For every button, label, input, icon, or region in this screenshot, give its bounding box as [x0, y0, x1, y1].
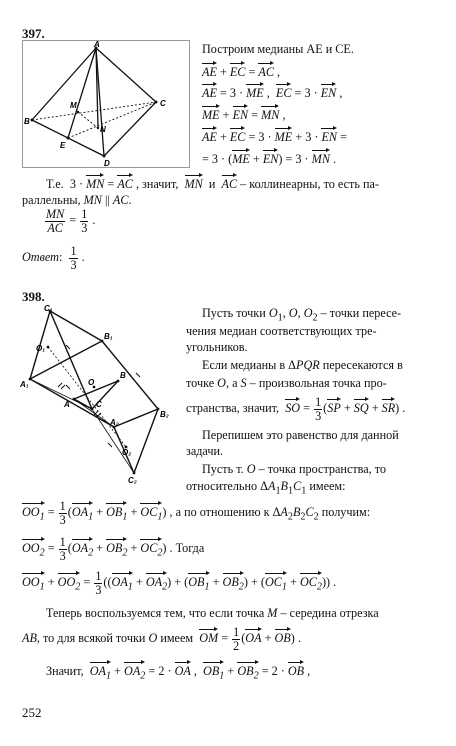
- p4-line-1: Пусть т. O – точка пространства, то: [202, 462, 387, 476]
- equation-2: AE = 3 · ME , EC = 3 · EN ,: [202, 82, 342, 100]
- label-B: B: [120, 371, 126, 380]
- problem-number-398: 398.: [22, 289, 45, 304]
- label-N: N: [100, 125, 106, 134]
- p1-line-1: Пусть точки $O_1$, O, $O_2$ – точки пересе-: [202, 306, 402, 324]
- label-O2: O₂: [122, 448, 132, 457]
- label-C: C: [96, 400, 102, 409]
- answer-397: Ответ: $\frac{1}{3}$ .: [22, 244, 85, 272]
- p1-line-3: угольников.: [186, 340, 248, 354]
- problem-number-397: 397.: [22, 26, 45, 41]
- p5-line-1: Теперь воспользуемся тем, что если точка M – середина отрезка: [46, 606, 379, 620]
- conclusion-line-2: раллельны, MN || AC.: [22, 193, 132, 207]
- text-build-medians: Построим медианы AE и CE.: [202, 42, 354, 56]
- formula-3: $OO_1 + OO_2$ = $\frac{1}{3}$ $((OA_1 + OA_2) + (OB_1 + OB_2) + (OC_1 + OC_2))$ .: [22, 569, 337, 597]
- label-C1: C₁: [44, 304, 53, 313]
- p2-line-1: Если медианы в ΔPQR пересекаются в: [202, 358, 403, 372]
- p1-line-2: чения медиан соответствующих тре-: [186, 324, 377, 338]
- p2-line-3: странства, значит, SO = $\frac{1}{3}$ (SP + SQ + SR) .: [186, 395, 406, 423]
- label-E: E: [60, 141, 66, 150]
- label-A: A: [94, 40, 100, 49]
- label-A: A: [64, 400, 70, 409]
- formula-1: $OO_1$ = $\frac{1}{3}$ $(OA_1 + OB_1 + OC_1)$ , а по отношению к $\Delta A_2B_2C_2$ получим:: [22, 499, 371, 527]
- label-C: C: [160, 99, 166, 108]
- p2-line-2: точке O, а S – произвольная точка про-: [186, 376, 387, 390]
- figure-398-triangles: [18, 303, 178, 488]
- equation-5: = 3 · (ME + EN) = 3 · MN .: [202, 148, 336, 166]
- label-O: O: [88, 378, 95, 387]
- p4-line-2: относительно $\Delta A_1B_1C_1$ имеем:: [186, 479, 346, 497]
- ratio-result: $\frac{MN}{AC}$ = $\frac{1}{3}$ .: [46, 207, 96, 235]
- label-A1: A₁: [20, 380, 29, 389]
- p6-line: Значит, $OA_1 + OA_2 = 2$ · OA , $OB_1 + OB_2 = 2$ · OB ,: [46, 660, 310, 682]
- label-A2: A₂: [110, 418, 119, 427]
- p3-line-1: Перепишем это равенство для данной: [202, 428, 399, 442]
- equation-1: AE + EC = AC ,: [202, 61, 280, 79]
- p3-line-2: задачи.: [186, 444, 224, 458]
- equation-4: AE + EC = 3 · ME + 3 · EN =: [202, 126, 347, 144]
- equation-3: ME + EN = MN ,: [202, 104, 286, 122]
- label-B2: B₂: [160, 410, 169, 419]
- label-B1: B₁: [104, 332, 113, 341]
- figure-397-tetrahedron: [22, 40, 190, 168]
- label-C2: C₂: [128, 476, 137, 485]
- formula-2: $OO_2$ = $\frac{1}{3}$ $(OA_2 + OB_2 + OC_2)$ . Тогда: [22, 535, 205, 563]
- conclusion-line-1: Т.е. 3 · MN = AC , значит, MN и AC – коллинеарны, то есть па-: [46, 173, 379, 191]
- page-number: 252: [22, 705, 42, 720]
- label-B: B: [24, 117, 30, 126]
- label-D: D: [104, 159, 110, 168]
- label-M: M: [70, 101, 77, 110]
- label-O1: O₁: [36, 344, 46, 353]
- p5-line-2: AB, то для всякой точки O имеем OM = $\frac{1}{2}$ (OA + OB) .: [22, 625, 301, 653]
